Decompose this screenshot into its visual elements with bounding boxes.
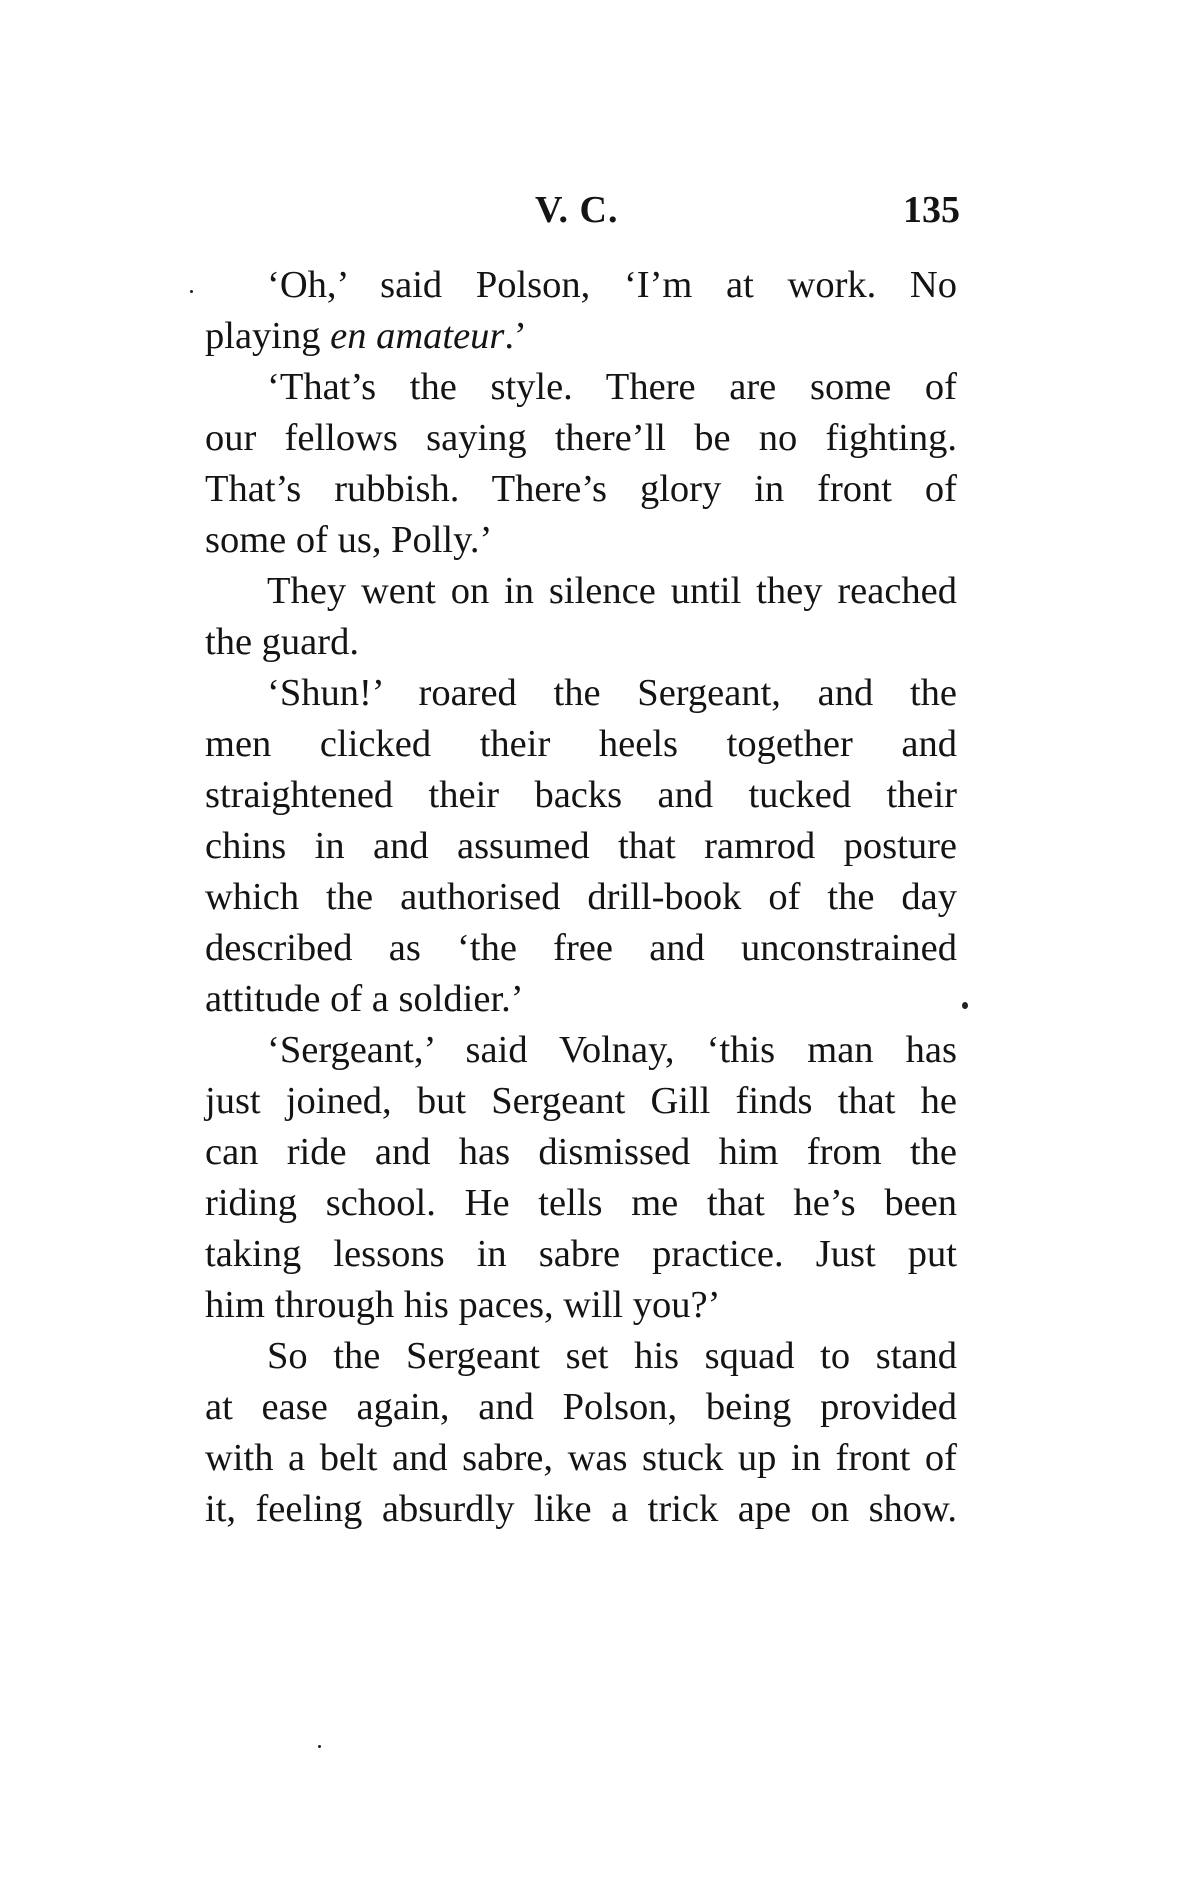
text-line: the guard. bbox=[205, 621, 359, 663]
body-text bbox=[205, 260, 957, 1535]
text-line: attitude of a soldier.’ bbox=[205, 978, 524, 1020]
scan-speck bbox=[318, 1745, 321, 1748]
text-line: riding school. He tells me that he’s been bbox=[205, 1182, 957, 1224]
paragraph-6 bbox=[205, 1331, 957, 1535]
paragraph-4 bbox=[205, 668, 957, 1025]
text-line: ‘Oh,’ said Polson, ‘I’m at work. No bbox=[267, 264, 957, 306]
text-line: They went on in silence until they reached bbox=[267, 570, 957, 612]
text-line: with a belt and sabre, was stuck up in front of bbox=[205, 1437, 957, 1479]
text-line: it, feeling absurdly like a trick ape on show. bbox=[205, 1488, 957, 1530]
text-line: ‘Sergeant,’ said Volnay, ‘this man has bbox=[267, 1029, 957, 1071]
running-head: V. C. bbox=[535, 189, 619, 231]
text-line: ‘Shun!’ roared the Sergeant, and the bbox=[267, 672, 957, 714]
text-line: which the authorised drill-book of the day bbox=[205, 876, 957, 918]
scan-speck bbox=[190, 290, 193, 293]
italic-phrase: en amateur bbox=[330, 315, 505, 357]
text-line: our fellows saying there’ll be no fighting. bbox=[205, 417, 957, 459]
text-line: That’s rubbish. There’s glory in front of bbox=[205, 468, 957, 510]
paragraph-1 bbox=[205, 260, 957, 362]
text-line: some of us, Polly.’ bbox=[205, 519, 493, 561]
page-number: 135 bbox=[903, 189, 960, 231]
paragraph-5 bbox=[205, 1025, 957, 1331]
scan-speck bbox=[962, 1002, 968, 1009]
text-line: described as ‘the free and unconstrained bbox=[205, 927, 957, 969]
text-line: taking lessons in sabre practice. Just put bbox=[205, 1233, 957, 1275]
text-fragment: playing bbox=[205, 315, 331, 357]
text-line bbox=[205, 311, 957, 362]
paragraph-2 bbox=[205, 362, 957, 566]
text-line: straightened their backs and tucked their bbox=[205, 774, 957, 816]
text-line: at ease again, and Polson, being provided bbox=[205, 1386, 957, 1428]
text-line: him through his paces, will you?’ bbox=[205, 1284, 721, 1326]
page-header bbox=[205, 188, 960, 238]
text-fragment: .’ bbox=[504, 315, 527, 357]
text-line: chins in and assumed that ramrod posture bbox=[205, 825, 957, 867]
text-line: ‘That’s the style. There are some of bbox=[267, 366, 957, 408]
text-line: men clicked their heels together and bbox=[205, 723, 957, 765]
text-line: just joined, but Sergeant Gill finds that he bbox=[205, 1080, 957, 1122]
paragraph-3 bbox=[205, 566, 957, 668]
text-line: can ride and has dismissed him from the bbox=[205, 1131, 957, 1173]
text-line: So the Sergeant set his squad to stand bbox=[267, 1335, 957, 1377]
